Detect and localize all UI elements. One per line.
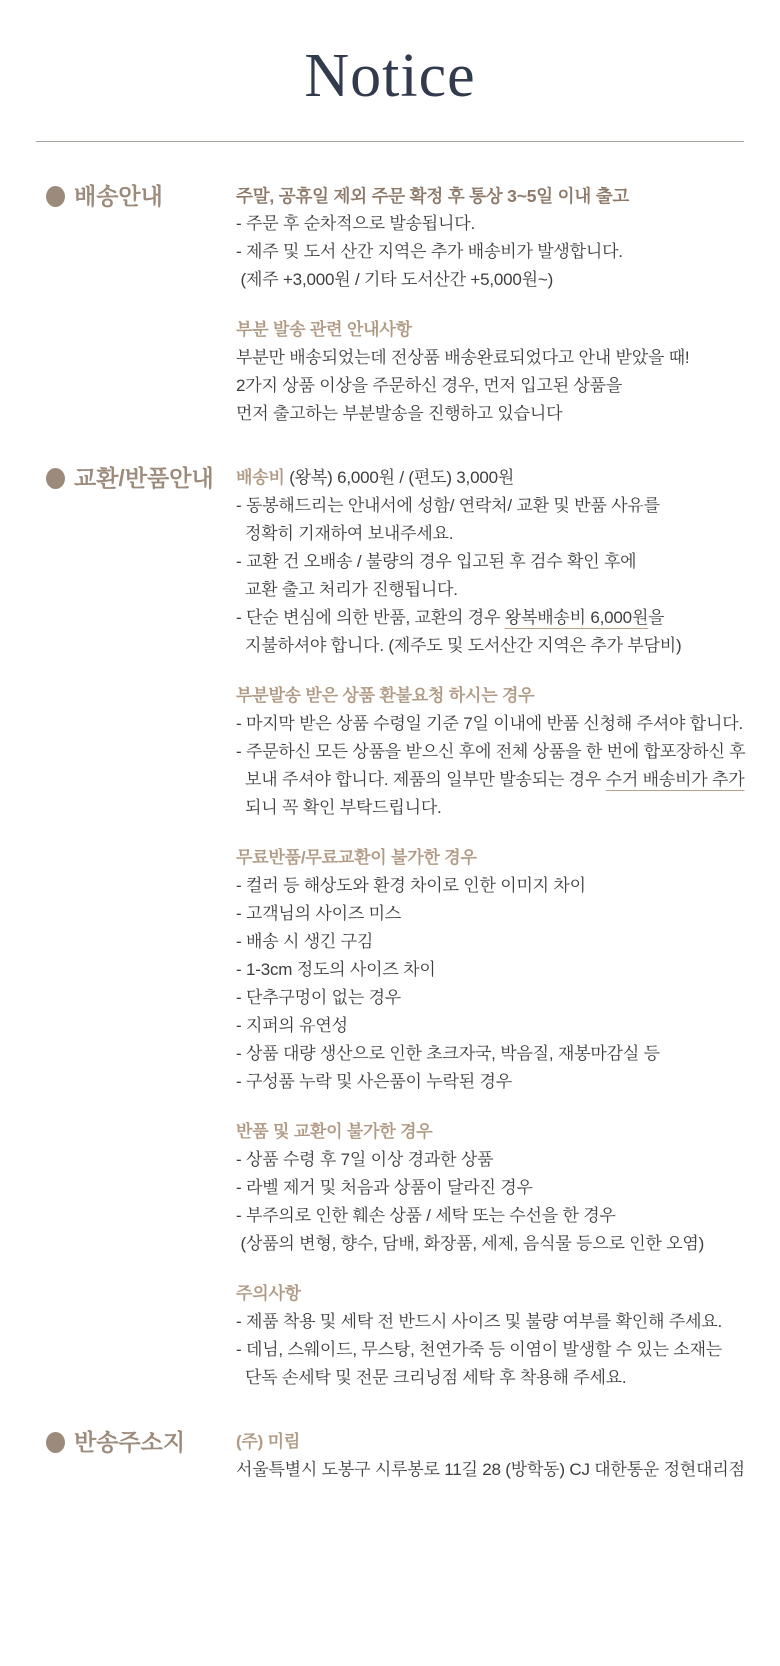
text-line: - 제주 및 도서 산간 지역은 추가 배송비가 발생합니다. xyxy=(236,242,623,262)
section-exchange-return-info xyxy=(46,464,746,1392)
section-label-text: 교환/반품안내 xyxy=(74,465,214,492)
dot-icon xyxy=(46,186,65,207)
text-line: - 데님, 스웨이드, 무스탕, 천연가죽 등 이염이 발생할 수 있는 소재는 xyxy=(236,1340,723,1360)
section-label-exchange-return-info xyxy=(46,464,236,492)
text-line: - 주문하신 모든 상품을 받으신 후에 전체 상품을 한 번에 합포장하신 후 xyxy=(236,742,746,762)
section-content-shipping-info xyxy=(236,182,746,428)
text-line: - 라벨 제거 및 처음과 상품이 달라진 경우 xyxy=(236,1178,533,1198)
text-line xyxy=(236,464,746,492)
text-line: (제주 +3,000원 / 기타 도서산간 +5,000원~) xyxy=(236,270,554,290)
section-label-text: 배송안내 xyxy=(74,183,163,210)
text-segment: 보내 주셔야 합니다. 제품의 일부만 발송되는 경우 xyxy=(236,770,606,790)
text-line: 부분만 배송되었는데 전상품 배송완료되었다고 안내 받았을 때! xyxy=(236,348,690,368)
spacer xyxy=(236,1096,746,1118)
text-line: 단독 손세탁 및 전문 크리닝점 세탁 후 착용해 주세요. xyxy=(236,1368,627,1388)
text-line: - 동봉해드리는 안내서에 성함/ 연락처/ 교환 및 반품 사유를 xyxy=(236,496,660,516)
text-segment: 을 xyxy=(648,608,665,628)
dot-icon xyxy=(46,1432,65,1453)
text-line: - 상품 수령 후 7일 이상 경과한 상품 xyxy=(236,1150,494,1170)
text-line: - 구성품 누락 및 사은품이 누락된 경우 xyxy=(236,1072,512,1092)
text-line: 되니 꼭 확인 부탁드립니다. xyxy=(236,798,442,818)
underlined-text: 수거 배송비가 추가 xyxy=(605,770,745,790)
text-line: 2가지 상품 이상을 주문하신 경우, 먼저 입고된 상품을 xyxy=(236,376,623,396)
subheading: (주) 미림 xyxy=(236,1432,301,1452)
section-label-shipping-info xyxy=(46,182,236,210)
section-content-return-address xyxy=(236,1428,746,1484)
subheading: 주의사항 xyxy=(236,1284,301,1304)
text-line xyxy=(236,766,746,794)
spacer xyxy=(236,1258,746,1280)
text-line: - 1-3cm 정도의 사이즈 차이 xyxy=(236,960,436,980)
text-line: - 마지막 받은 상품 수령일 기준 7일 이내에 반품 신청해 주셔야 합니다. xyxy=(236,714,743,734)
text-line: 지불하셔야 합니다. (제주도 및 도서산간 지역은 추가 부담비) xyxy=(236,636,682,656)
section-shipping-info xyxy=(46,182,746,428)
text-line: 정확히 기재하여 보내주세요. xyxy=(236,524,454,544)
text-segment: - 단순 변심에 의한 반품, 교환의 경우 xyxy=(236,608,505,628)
spacer xyxy=(236,822,746,844)
text-line: - 배송 시 생긴 구김 xyxy=(236,932,374,952)
text-line: (상품의 변형, 향수, 담배, 화장품, 세제, 음식물 등으로 인한 오염) xyxy=(236,1234,705,1254)
text-line: - 주문 후 순차적으로 발송됩니다. xyxy=(236,214,475,234)
text-line: 먼저 출고하는 부분발송을 진행하고 있습니다 xyxy=(236,404,563,424)
text-line: - 컬러 등 해상도와 환경 차이로 인한 이미지 차이 xyxy=(236,876,586,896)
sections-container xyxy=(0,142,780,1580)
subheading: 부분발송 받은 상품 환불요청 하시는 경우 xyxy=(236,686,535,706)
text-line: - 부주의로 인한 훼손 상품 / 세탁 또는 수선을 한 경우 xyxy=(236,1206,616,1226)
text-line: 서울특별시 도봉구 시루봉로 11길 28 (방학동) CJ 대한통운 정현대리점 xyxy=(236,1460,745,1480)
text-line: - 상품 대량 생산으로 인한 초크자국, 박음질, 재봉마감실 등 xyxy=(236,1044,660,1064)
subheading: 무료반품/무료교환이 불가한 경우 xyxy=(236,848,477,868)
section-content-exchange-return-info xyxy=(236,464,746,1392)
text-line: - 고객님의 사이즈 미스 xyxy=(236,904,402,924)
text-line: 교환 출고 처리가 진행됩니다. xyxy=(236,580,458,600)
lead-line: 주말, 공휴일 제외 주문 확정 후 통상 3~5일 이내 출고 xyxy=(236,186,630,207)
page-title: Notice xyxy=(304,42,476,110)
text-line xyxy=(236,604,746,632)
emphasis-text: 배송비 xyxy=(236,468,285,488)
text-line: - 지퍼의 유연성 xyxy=(236,1016,348,1036)
subheading: 반품 및 교환이 불가한 경우 xyxy=(236,1122,433,1142)
subheading: 부분 발송 관련 안내사항 xyxy=(236,320,412,340)
text-line: - 제품 착용 및 세탁 전 반드시 사이즈 및 불량 여부를 확인해 주세요. xyxy=(236,1312,723,1332)
section-return-address xyxy=(46,1428,746,1484)
text-line: - 교환 건 오배송 / 불량의 경우 입고된 후 검수 확인 후에 xyxy=(236,552,637,572)
spacer xyxy=(236,660,746,682)
section-label-return-address xyxy=(46,1428,236,1456)
section-label-text: 반송주소지 xyxy=(74,1429,186,1456)
spacer xyxy=(236,294,746,316)
text-line: - 단추구멍이 없는 경우 xyxy=(236,988,402,1008)
underlined-text: 왕복배송비 6,000원 xyxy=(504,608,649,628)
text-segment: (왕복) 6,000원 / (편도) 3,000원 xyxy=(284,468,515,488)
dot-icon xyxy=(46,468,65,489)
